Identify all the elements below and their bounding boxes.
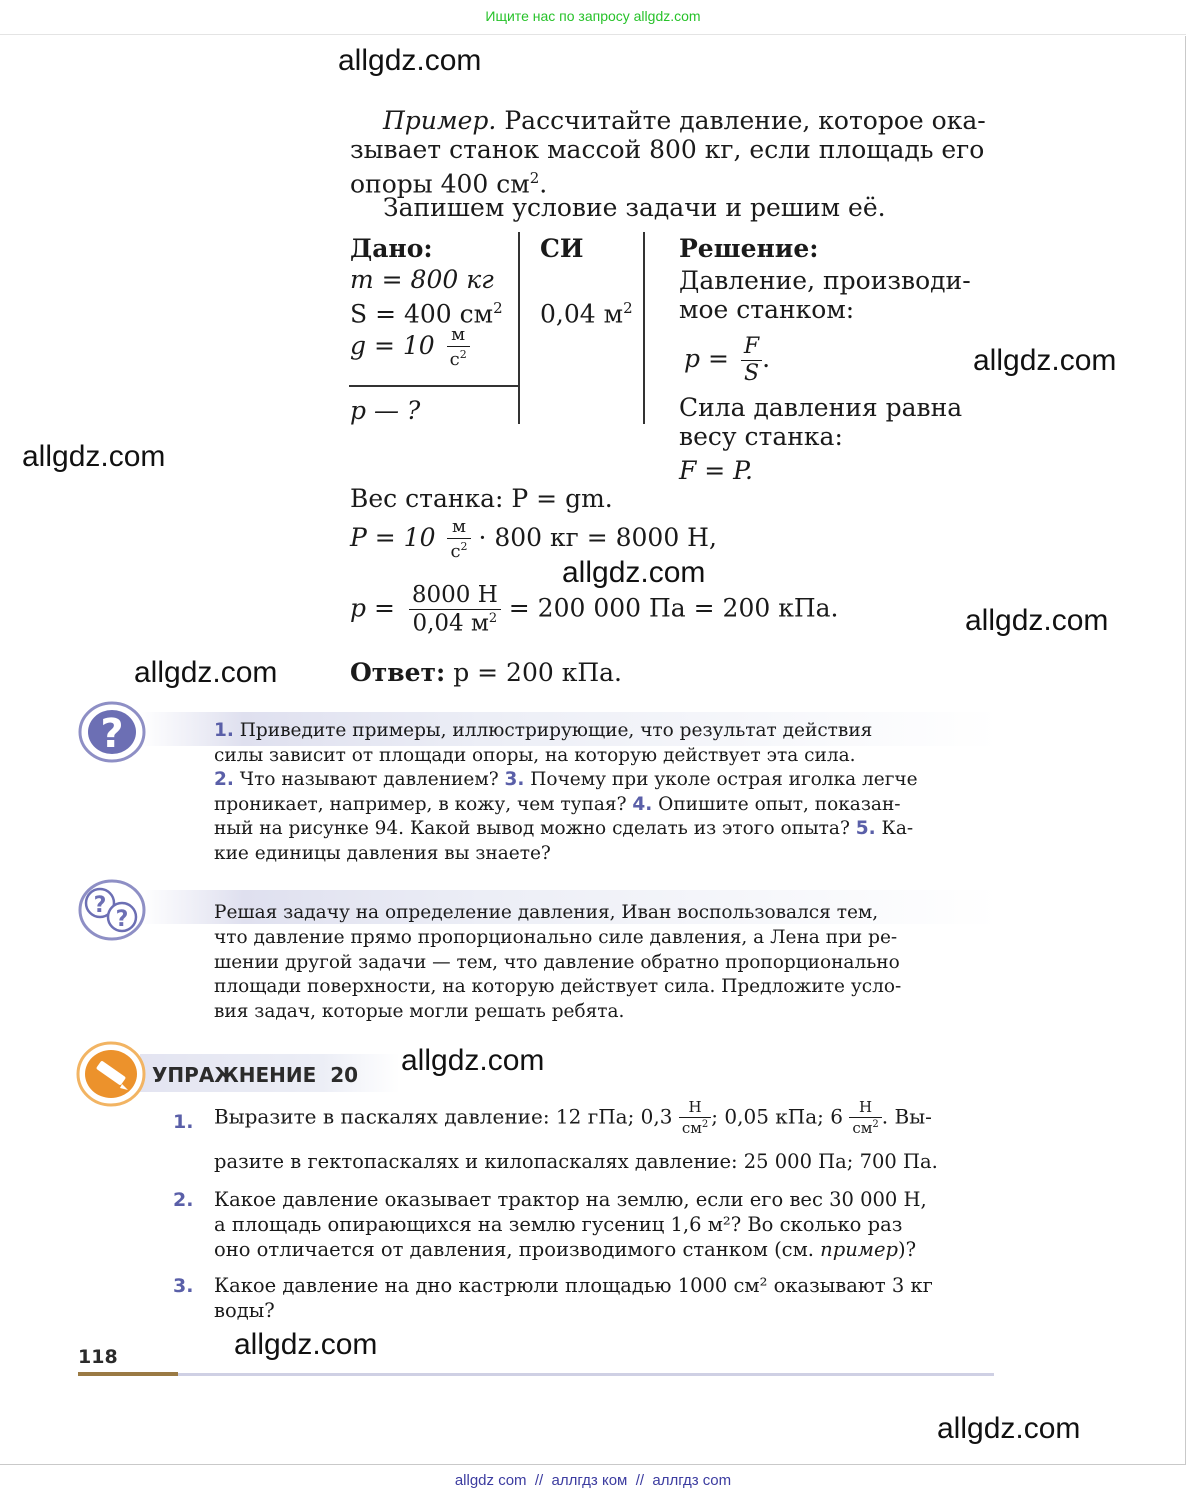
watermark: allgdz.com <box>338 44 482 77</box>
question-text: Ка- <box>875 818 914 839</box>
watermark: allgdz.com <box>937 1412 1081 1445</box>
superscript: 2 <box>623 299 633 317</box>
column-divider <box>643 232 645 424</box>
question-line <box>214 793 901 818</box>
formula-text: p = <box>350 593 395 623</box>
discussion-line: что давление прямо пропорционально силе давления, а Лена при ре- <box>214 926 898 948</box>
exercise-item-1-line-2: разите в гектопаскалях и килопаскалях давление: 25 000 Па; 700 Па. <box>214 1150 938 1173</box>
fraction-denominator <box>447 347 470 369</box>
fraction-numerator: 8000 Н <box>409 584 501 610</box>
fraction-denominator <box>409 610 501 636</box>
fraction-denominator-text: с <box>450 541 461 562</box>
svg-text:?: ? <box>93 893 107 918</box>
exercise-item-1-line-1 <box>214 1100 932 1136</box>
fraction <box>447 518 470 561</box>
solution-line-1: Давление, производи- <box>679 266 971 295</box>
watermark: allgdz.com <box>562 556 706 589</box>
watermark: allgdz.com <box>22 440 166 473</box>
given-g <box>350 326 470 369</box>
fraction-denominator <box>849 1118 881 1136</box>
superscript: 2 <box>872 1119 879 1130</box>
example-line-2: зывает станок массой 800 кг, если площадь его <box>350 135 985 164</box>
column-divider <box>518 232 520 424</box>
exercise-item-3-line-1: Какое давление на дно кастрюли площадью 1000 см² оказывают 3 кг <box>214 1274 933 1297</box>
answer-value: p = 200 кПа. <box>445 658 622 687</box>
exercise-text: . Вы- <box>881 1104 932 1129</box>
question-text: кие единицы давления вы знаете? <box>214 842 551 864</box>
fraction <box>679 1100 711 1136</box>
fraction-denominator <box>679 1118 711 1136</box>
formula-text: p = <box>684 344 729 373</box>
discussion-icon <box>78 876 150 942</box>
page-rule-accent <box>78 1372 178 1376</box>
exercise-item-3-line-2: воды? <box>214 1299 275 1322</box>
superscript: 2 <box>460 540 468 553</box>
fraction-denominator-text: с <box>449 349 460 370</box>
given-area <box>350 294 503 328</box>
given-divider <box>349 385 519 387</box>
solution-line-2: мое станком: <box>679 295 855 324</box>
solution-line-3: Сила давления равна <box>679 393 963 422</box>
page-number: 118 <box>78 1346 118 1368</box>
formula-text: F = P. <box>679 456 753 485</box>
fraction-denominator: S <box>743 361 760 386</box>
question-text: силы зависит от площади опоры, на которую действует эта сила. <box>214 744 856 766</box>
exercise-text: ; 0,05 кПа; 6 <box>711 1104 843 1129</box>
exercise-text: Выразите в паскалях давление: 12 гПа; 0,3 <box>214 1104 673 1129</box>
fraction-numerator: м <box>447 326 470 347</box>
superscript: 2 <box>488 611 498 626</box>
question-number: 1. <box>214 720 234 741</box>
exercise-item-2-line-3 <box>214 1238 916 1263</box>
svg-text:?: ? <box>100 711 124 757</box>
given-area-text: S = 400 см <box>350 299 494 329</box>
superscript: 2 <box>529 169 540 187</box>
exercise-item-2-line-1: Какое давление оказывает трактор на землю, если его вес 30 000 Н, <box>214 1188 927 1211</box>
question-number: 3. <box>504 769 525 790</box>
question-text: проникает, например, в кожу, чем тупая? <box>214 793 633 815</box>
formula-text: P = 10 <box>350 523 436 552</box>
given-mass-text: m = 800 кг <box>350 265 494 294</box>
si-value <box>540 294 633 328</box>
fraction <box>409 584 501 636</box>
exercise-title: УПРАЖНЕНИЕ 20 <box>152 1063 359 1087</box>
page-rule <box>178 1373 994 1376</box>
discussion-line: Решая задачу на определение давления, Иван воспользовался тем, <box>214 902 879 923</box>
solution-header: Решение: <box>679 234 819 263</box>
question-text: Опишите опыт, показан- <box>652 793 901 815</box>
top-banner-text[interactable]: Ищите нас по запросу allgdz.com <box>485 8 701 24</box>
example-text: Рассчитайте давление, которое ока- <box>496 106 986 135</box>
solution-line-5 <box>679 456 753 485</box>
superscript: 2 <box>493 299 503 317</box>
question-line <box>214 719 872 744</box>
discussion-line: вия задач, которые могли решать ребята. <box>214 1001 625 1023</box>
example-line-4: Запишем условие задачи и решим её. <box>383 193 886 222</box>
question-icon <box>78 700 148 764</box>
question-text: Почему при уколе острая иголка легче <box>524 769 918 790</box>
watermark: allgdz.com <box>965 604 1109 637</box>
solution-formula <box>684 336 770 385</box>
fraction-numerator: F <box>741 336 762 361</box>
fraction <box>849 1100 881 1136</box>
top-banner <box>0 0 1186 35</box>
fraction-denominator-text: см <box>852 1119 873 1137</box>
exercise-text: оно отличается от давления, производимого станком (см. <box>214 1238 821 1261</box>
question-text: ный на рисунке 94. Какой вывод можно сделать из этого опыта? <box>214 818 856 839</box>
exercise-item-number: 3. <box>173 1275 194 1297</box>
calc-weight: Вес станка: P = gm. <box>350 484 613 513</box>
si-value-text: 0,04 м <box>540 299 624 329</box>
answer <box>350 658 622 687</box>
question-line <box>214 842 551 867</box>
pencil-icon <box>76 1040 146 1108</box>
question-line <box>214 817 913 842</box>
question-text: Приведите примеры, иллюстрирующие, что результат действия <box>233 720 873 741</box>
discussion-line: шении другой задачи — тем, что давление обратно пропорционально <box>214 951 900 973</box>
watermark: allgdz.com <box>234 1328 378 1361</box>
exercise-item-2-line-2: а площадь опирающихся на землю гусениц 1,6 м²? Во сколько раз <box>214 1213 903 1236</box>
answer-label: Ответ: <box>350 658 446 687</box>
watermark: allgdz.com <box>134 656 278 689</box>
watermark: allgdz.com <box>973 344 1117 377</box>
question-number: 2. <box>214 769 234 790</box>
exercise-item-number: 2. <box>173 1189 194 1211</box>
example-line-1 <box>383 106 986 135</box>
calc-force <box>350 518 717 561</box>
fraction <box>447 326 470 369</box>
question-line <box>214 768 918 793</box>
given-find-text: p — ? <box>350 396 421 425</box>
fraction-numerator: м <box>447 518 470 539</box>
footer-links[interactable]: allgdz com // аллгдз ком // аллгдз com <box>454 1472 732 1489</box>
fraction-denominator-text: 0,04 м <box>412 610 489 637</box>
fraction-numerator: Н <box>849 1100 881 1118</box>
question-text: Что называют давлением? <box>233 769 505 790</box>
given-mass <box>350 265 494 294</box>
exercise-text-italic: пример <box>820 1238 898 1261</box>
given-g-text: g = 10 <box>350 331 435 360</box>
given-find <box>350 396 420 425</box>
given-header: Дано: <box>350 234 433 263</box>
fraction-denominator <box>447 539 470 561</box>
solution-line-4: весу станка: <box>679 422 843 451</box>
formula-text: = 200 000 Па = 200 кПа. <box>508 593 839 623</box>
exercise-text: )? <box>897 1238 917 1261</box>
exercise-item-number: 1. <box>173 1111 194 1133</box>
example-text: опоры 400 см <box>350 169 530 199</box>
superscript: 2 <box>701 1119 709 1130</box>
formula-text: · 800 кг = 8000 Н, <box>470 523 717 552</box>
svg-text:?: ? <box>115 907 129 932</box>
si-header: СИ <box>540 234 584 263</box>
fraction-numerator: Н <box>679 1100 711 1118</box>
calc-pressure <box>350 584 838 636</box>
fraction <box>741 336 762 385</box>
question-number: 5. <box>855 818 876 839</box>
question-number: 4. <box>632 793 653 815</box>
example-label: Пример. <box>383 106 497 135</box>
fraction-denominator-text: см <box>681 1119 702 1137</box>
formula-text: . <box>762 344 771 373</box>
question-line <box>214 744 855 769</box>
watermark: allgdz.com <box>401 1044 545 1077</box>
superscript: 2 <box>459 348 467 361</box>
example-text: . <box>539 169 548 199</box>
discussion-line: площади поверхности, на которую действует сила. Предложите усло- <box>214 976 902 998</box>
